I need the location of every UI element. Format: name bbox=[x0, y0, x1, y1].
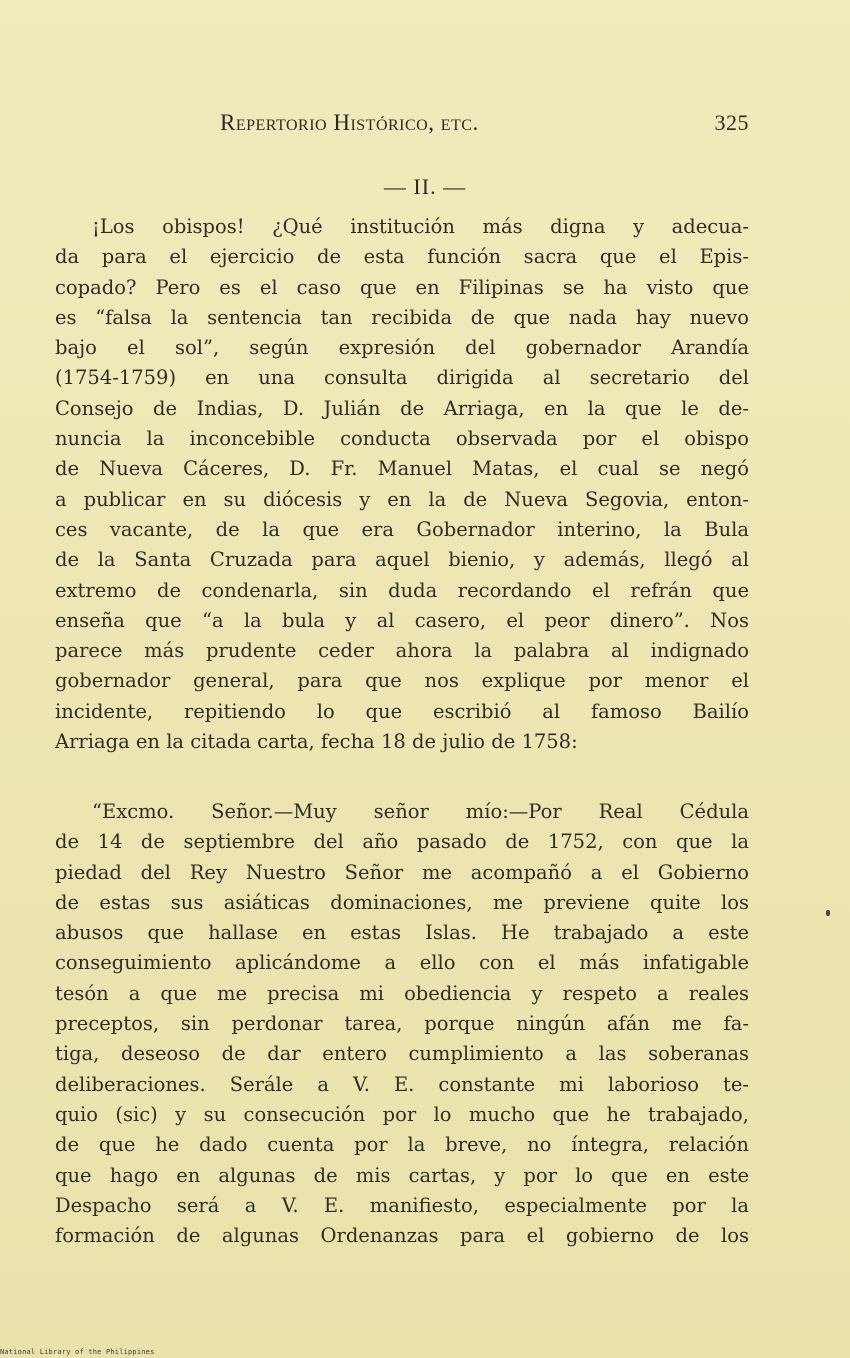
text-line: es “falsa la sentencia tan recibida de que nada hay nuevo bbox=[55, 305, 749, 329]
text-line: parece más prudente ceder ahora la palabra al indignado bbox=[55, 639, 749, 663]
text-line: copado? Pero es el caso que en Filipinas se ha visto que bbox=[55, 275, 749, 299]
text-line: de estas sus asiáticas dominaciones, me previene quite los bbox=[55, 890, 749, 914]
text-line: preceptos, sin perdonar tarea, porque ningún afán me fa- bbox=[55, 1012, 749, 1036]
text-line: de que he dado cuenta por la breve, no íntegra, relación bbox=[55, 1133, 749, 1157]
text-line: Consejo de Indias, D. Julián de Arriaga, en la que le de- bbox=[55, 396, 749, 420]
text-line: que hago en algunas de mis cartas, y por lo que en este bbox=[55, 1163, 749, 1187]
text-line: nuncia la inconcebible conducta observada por el obispo bbox=[55, 427, 749, 451]
text-line: conseguimiento aplicándome a ello con el más infatigable bbox=[55, 951, 749, 975]
running-head bbox=[55, 110, 749, 140]
page-number: 325 bbox=[714, 110, 749, 135]
text-line: gobernador general, para que nos explique por menor el bbox=[55, 669, 749, 693]
library-credit: National Library of the Philippines bbox=[0, 1348, 155, 1356]
text-line: (1754-1759) en una consulta dirigida al secretario del bbox=[55, 366, 749, 390]
ink-speck bbox=[826, 910, 830, 916]
paragraph-1 bbox=[55, 212, 749, 757]
text-line: abusos que hallase en estas Islas. He trabajado a este bbox=[55, 921, 749, 945]
text-line: enseña que “a la bula y al casero, el peor dinero”. Nos bbox=[55, 608, 749, 632]
text-line: quio (sic) y su consecución por lo mucho que he trabajado, bbox=[55, 1102, 749, 1126]
section-heading: — II. — bbox=[383, 174, 467, 199]
text-line: deliberaciones. Serále a V. E. constante mi laborioso te- bbox=[55, 1072, 749, 1096]
running-title: Repertorio Histórico, etc. bbox=[220, 110, 479, 135]
text-line: incidente, repitiendo lo que escribió al famoso Bailío bbox=[55, 699, 749, 723]
paragraph-2 bbox=[55, 797, 749, 1251]
text-line: “Excmo. Señor.—Muy señor mío:—Por Real Cédula bbox=[92, 800, 749, 823]
text-line: da para el ejercicio de esta función sacra que el Epis- bbox=[55, 245, 749, 269]
text-line: tiga, deseoso de dar entero cumplimiento a las soberanas bbox=[55, 1042, 749, 1066]
text-line: ces vacante, de la que era Gobernador interino, la Bula bbox=[55, 517, 749, 541]
text-line: de 14 de septiembre del año pasado de 1752, con que la bbox=[55, 830, 749, 854]
text-line: ¡Los obispos! ¿Qué institución más digna y adecua- bbox=[92, 215, 749, 238]
text-line: formación de algunas Ordenanzas para el gobierno de los bbox=[55, 1224, 749, 1248]
text-line: bajo el sol”, según expresión del gobernador Arandía bbox=[55, 336, 749, 360]
text-line: de la Santa Cruzada para aquel bienio, y además, llegó al bbox=[55, 548, 749, 572]
text-line: piedad del Rey Nuestro Señor me acompañó a el Gobierno bbox=[55, 860, 749, 884]
text-line: Arriaga en la citada carta, fecha 18 de julio de 1758: bbox=[55, 730, 578, 754]
text-line: Despacho será a V. E. manifiesto, especialmente por la bbox=[55, 1193, 749, 1217]
text-line: de Nueva Cáceres, D. Fr. Manuel Matas, el cual se negó bbox=[55, 457, 749, 481]
text-line: a publicar en su diócesis y en la de Nueva Segovia, enton- bbox=[55, 487, 749, 511]
text-line: tesón a que me precisa mi obediencia y respeto a reales bbox=[55, 981, 749, 1005]
text-line: extremo de condenarla, sin duda recordando el refrán que bbox=[55, 578, 749, 602]
